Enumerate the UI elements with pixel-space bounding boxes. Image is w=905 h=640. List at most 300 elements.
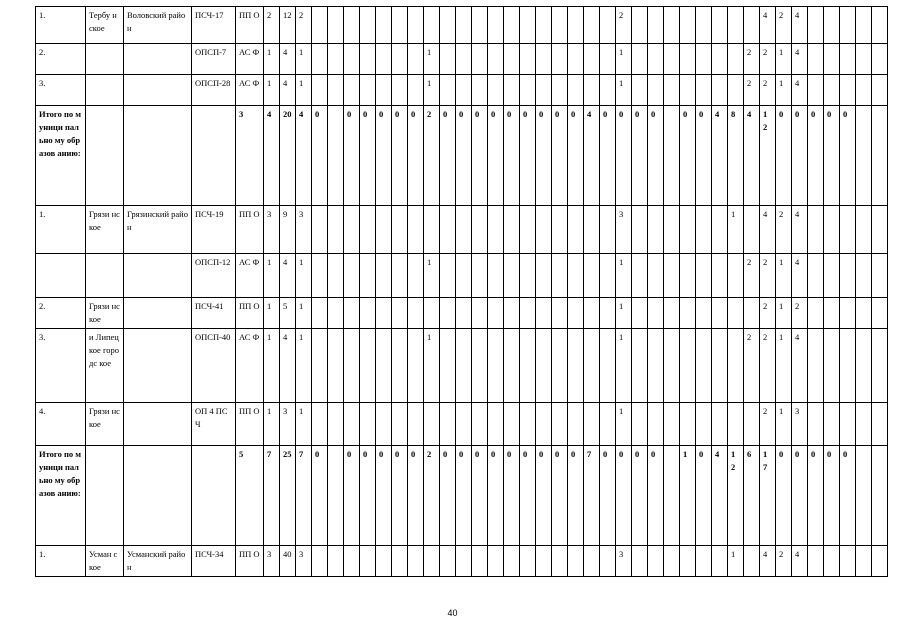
cell-count: 0 [504,446,520,546]
cell-count [344,546,360,577]
cell-settlement: Грязи нское [86,403,124,446]
cell-count: 0 [616,446,632,546]
cell-count [504,254,520,298]
cell-count [344,298,360,329]
cell-count [328,75,344,106]
cell-count [424,206,440,254]
cell-count [632,403,648,446]
cell-count [648,44,664,75]
cell-count [568,44,584,75]
cell-count [632,254,648,298]
cell-count [360,403,376,446]
cell-count [424,403,440,446]
cell-count: 6 [744,446,760,546]
cell-count: 2 [776,546,792,577]
cell-count [584,75,600,106]
cell-count [360,329,376,403]
cell-count [328,329,344,403]
cell-district: Грязинский район [124,206,192,254]
cell-count [520,254,536,298]
cell-count [680,298,696,329]
cell-district [124,403,192,446]
cell-count [312,329,328,403]
cell-count: 0 [840,446,856,546]
cell-count: 2 [760,298,776,329]
cell-count [840,75,856,106]
cell-count [520,329,536,403]
cell-count [392,44,408,75]
cell-settlement: и Липец кое городс кое [86,329,124,403]
table-row [36,206,888,254]
cell-count [600,75,616,106]
cell-count: 1 [424,44,440,75]
cell-count [392,329,408,403]
cell-count [712,44,728,75]
cell-count [504,44,520,75]
cell-count [856,546,872,577]
cell-count: 0 [312,446,328,546]
cell-count: 12 [280,7,296,44]
cell-count [312,206,328,254]
cell-count [424,298,440,329]
cell-count [456,44,472,75]
cell-count [488,403,504,446]
cell-count [872,329,888,403]
cell-district [124,75,192,106]
cell-count [856,75,872,106]
cell-count [488,44,504,75]
cell-count [856,446,872,546]
cell-count: 4 [280,329,296,403]
cell-count: 0 [648,446,664,546]
cell-count [648,206,664,254]
cell-count [552,329,568,403]
cell-count [424,7,440,44]
cell-count: 0 [376,106,392,206]
cell-kind: 3 [236,106,264,206]
cell-count [584,7,600,44]
cell-count [872,75,888,106]
cell-unit [192,446,236,546]
cell-count [408,206,424,254]
cell-count [344,75,360,106]
cell-count: 0 [632,106,648,206]
cell-settlement [86,254,124,298]
cell-count [360,206,376,254]
cell-count [456,206,472,254]
cell-kind: АС Ф [236,254,264,298]
cell-count: 0 [408,106,424,206]
cell-count [440,546,456,577]
cell-count: 1 [296,254,312,298]
cell-count: 0 [680,106,696,206]
cell-count: 0 [472,106,488,206]
cell-count: 4 [792,546,808,577]
table-body [36,7,888,577]
cell-count [744,7,760,44]
cell-count: 1 2 [760,106,776,206]
cell-unit: ОПСП-28 [192,75,236,106]
cell-count [728,75,744,106]
data-table [35,6,888,577]
cell-count [520,206,536,254]
cell-count [840,7,856,44]
cell-count [664,7,680,44]
cell-count [696,546,712,577]
cell-count [664,254,680,298]
cell-count [328,7,344,44]
cell-count [328,403,344,446]
cell-count: 0 [696,106,712,206]
cell-count [536,75,552,106]
cell-count [664,206,680,254]
cell-count: 4 [792,44,808,75]
cell-count [568,7,584,44]
cell-count: 1 [424,329,440,403]
cell-count [312,75,328,106]
cell-count: 0 [696,446,712,546]
cell-num: 1. [36,206,86,254]
cell-count: 2 [760,254,776,298]
cell-count: 1 [264,44,280,75]
cell-count [600,329,616,403]
cell-count [552,206,568,254]
cell-count: 0 [360,446,376,546]
cell-count [712,298,728,329]
cell-count [344,403,360,446]
cell-count: 2 [616,7,632,44]
cell-count [568,254,584,298]
cell-count [328,298,344,329]
cell-unit: ПСЧ-19 [192,206,236,254]
cell-count: 1 2 [728,446,744,546]
cell-count [648,329,664,403]
cell-count [472,75,488,106]
cell-count [728,44,744,75]
cell-count [440,329,456,403]
cell-count [664,106,680,206]
cell-count [568,75,584,106]
cell-count [584,44,600,75]
cell-count [664,329,680,403]
cell-count [376,7,392,44]
cell-count [520,44,536,75]
cell-count: 4 [584,106,600,206]
cell-count [328,254,344,298]
cell-count: 1 [296,298,312,329]
cell-count: 1 [616,403,632,446]
cell-count [536,298,552,329]
cell-count [312,298,328,329]
cell-count [584,254,600,298]
cell-count [504,7,520,44]
cell-count: 4 [792,7,808,44]
cell-district [124,44,192,75]
cell-count: 1 [296,403,312,446]
cell-count [440,298,456,329]
cell-count: 4 [760,206,776,254]
cell-count: 0 [344,446,360,546]
cell-count [632,7,648,44]
cell-count: 1 [296,44,312,75]
cell-count: 3 [792,403,808,446]
cell-count: 1 [728,206,744,254]
cell-count: 4 [744,106,760,206]
cell-count [488,206,504,254]
cell-num: Итого по муници пально му образов анию: [36,106,86,206]
cell-count [600,7,616,44]
cell-count: 1 [296,329,312,403]
cell-unit: ПСЧ-17 [192,7,236,44]
cell-count: 1 [424,254,440,298]
cell-count [552,546,568,577]
cell-count [872,106,888,206]
cell-count: 0 [808,446,824,546]
cell-count [600,206,616,254]
cell-count [360,254,376,298]
cell-count [408,254,424,298]
cell-count [808,546,824,577]
cell-count [600,44,616,75]
cell-count [712,75,728,106]
cell-count [568,298,584,329]
cell-count [840,298,856,329]
cell-count [600,254,616,298]
cell-count: 7 [296,446,312,546]
cell-count [632,546,648,577]
cell-count [552,403,568,446]
cell-count: 1 [264,75,280,106]
cell-count [552,7,568,44]
cell-count: 0 [520,446,536,546]
cell-count [376,403,392,446]
cell-count: 2 [744,44,760,75]
cell-kind: ПП О [236,403,264,446]
cell-count: 2 [744,254,760,298]
cell-count [440,254,456,298]
table-row [36,546,888,577]
cell-count [728,7,744,44]
cell-count [344,254,360,298]
cell-num: 1. [36,546,86,577]
cell-count: 40 [280,546,296,577]
cell-count [680,403,696,446]
cell-count [472,546,488,577]
cell-count: 4 [792,206,808,254]
cell-count: 0 [392,106,408,206]
cell-count [376,329,392,403]
cell-count [344,329,360,403]
cell-count [856,106,872,206]
cell-count [456,403,472,446]
cell-count [408,298,424,329]
cell-count [872,403,888,446]
cell-count [488,546,504,577]
cell-count: 3 [264,206,280,254]
cell-count: 0 [520,106,536,206]
cell-count: 0 [408,446,424,546]
cell-unit: ПСЧ-34 [192,546,236,577]
cell-count: 0 [488,106,504,206]
cell-count [664,44,680,75]
cell-count: 1 [296,75,312,106]
cell-count [408,7,424,44]
cell-count: 0 [648,106,664,206]
cell-count [808,254,824,298]
cell-count [600,298,616,329]
total-row [36,446,888,546]
cell-count [312,403,328,446]
cell-count [536,254,552,298]
cell-count [552,298,568,329]
cell-district: Усманский район [124,546,192,577]
cell-count [376,44,392,75]
cell-count [536,546,552,577]
cell-count [632,298,648,329]
cell-count [440,44,456,75]
cell-count [520,298,536,329]
cell-count: 0 [808,106,824,206]
cell-count: 1 [264,329,280,403]
cell-count: 1 [776,329,792,403]
cell-count: 4 [296,106,312,206]
cell-count [680,7,696,44]
cell-num: 2. [36,298,86,329]
cell-count: 2 [424,106,440,206]
cell-count [376,206,392,254]
cell-count [360,546,376,577]
cell-count [808,403,824,446]
cell-count [472,298,488,329]
cell-count [664,403,680,446]
cell-settlement: Грязи нское [86,206,124,254]
cell-unit: ОПСП-12 [192,254,236,298]
cell-count [568,206,584,254]
cell-count: 5 [280,298,296,329]
cell-count: 0 [376,446,392,546]
cell-count [632,75,648,106]
cell-count [696,7,712,44]
cell-count [808,206,824,254]
cell-count: 1 [776,75,792,106]
cell-count: 0 [568,106,584,206]
cell-count [840,44,856,75]
cell-count: 3 [280,403,296,446]
cell-count [824,44,840,75]
table-row [36,298,888,329]
cell-district [124,329,192,403]
cell-count: 2 [744,75,760,106]
cell-count [392,254,408,298]
cell-count: 2 [424,446,440,546]
cell-count [472,329,488,403]
cell-count [584,403,600,446]
cell-count [376,75,392,106]
cell-kind: ПП О [236,298,264,329]
cell-count [456,75,472,106]
cell-count [456,546,472,577]
cell-count [472,7,488,44]
cell-count: 4 [792,329,808,403]
cell-count [648,403,664,446]
cell-count [488,75,504,106]
cell-count [696,75,712,106]
cell-count [456,329,472,403]
cell-district [124,106,192,206]
cell-count: 0 [536,446,552,546]
cell-count [648,254,664,298]
cell-count: 4 [280,44,296,75]
cell-count [360,75,376,106]
cell-kind: АС Ф [236,329,264,403]
cell-count: 8 [728,106,744,206]
page-number: 40 [447,608,458,618]
cell-count [328,446,344,546]
cell-count [504,75,520,106]
cell-count [648,546,664,577]
cell-count [824,75,840,106]
cell-count: 0 [824,106,840,206]
cell-count [328,206,344,254]
cell-count [440,7,456,44]
cell-count [872,298,888,329]
cell-count [744,546,760,577]
cell-settlement: Тербу нское [86,7,124,44]
cell-count [840,254,856,298]
cell-count: 4 [264,106,280,206]
cell-count: 0 [488,446,504,546]
cell-count: 4 [280,75,296,106]
cell-count [648,75,664,106]
cell-count [728,329,744,403]
cell-count: 0 [824,446,840,546]
cell-count [392,298,408,329]
cell-settlement: Усман ское [86,546,124,577]
cell-count [712,546,728,577]
table-row [36,403,888,446]
cell-count: 2 [760,44,776,75]
cell-settlement: Грязи нское [86,298,124,329]
cell-count [600,403,616,446]
table-row [36,75,888,106]
cell-count: 1 [776,298,792,329]
cell-count [696,206,712,254]
cell-count: 2 [760,403,776,446]
cell-count [840,546,856,577]
cell-count [856,7,872,44]
cell-count: 0 [360,106,376,206]
cell-count [872,206,888,254]
cell-count [488,7,504,44]
cell-count: 0 [440,106,456,206]
cell-count: 3 [296,206,312,254]
cell-count: 0 [344,106,360,206]
cell-count [696,329,712,403]
cell-count [808,44,824,75]
cell-count [712,254,728,298]
cell-count [632,329,648,403]
cell-count: 3 [264,546,280,577]
cell-count [360,7,376,44]
cell-count [520,546,536,577]
cell-count [600,546,616,577]
cell-num: 4. [36,403,86,446]
cell-count [872,254,888,298]
cell-count [872,546,888,577]
cell-count [584,546,600,577]
cell-count [328,106,344,206]
cell-count [344,44,360,75]
